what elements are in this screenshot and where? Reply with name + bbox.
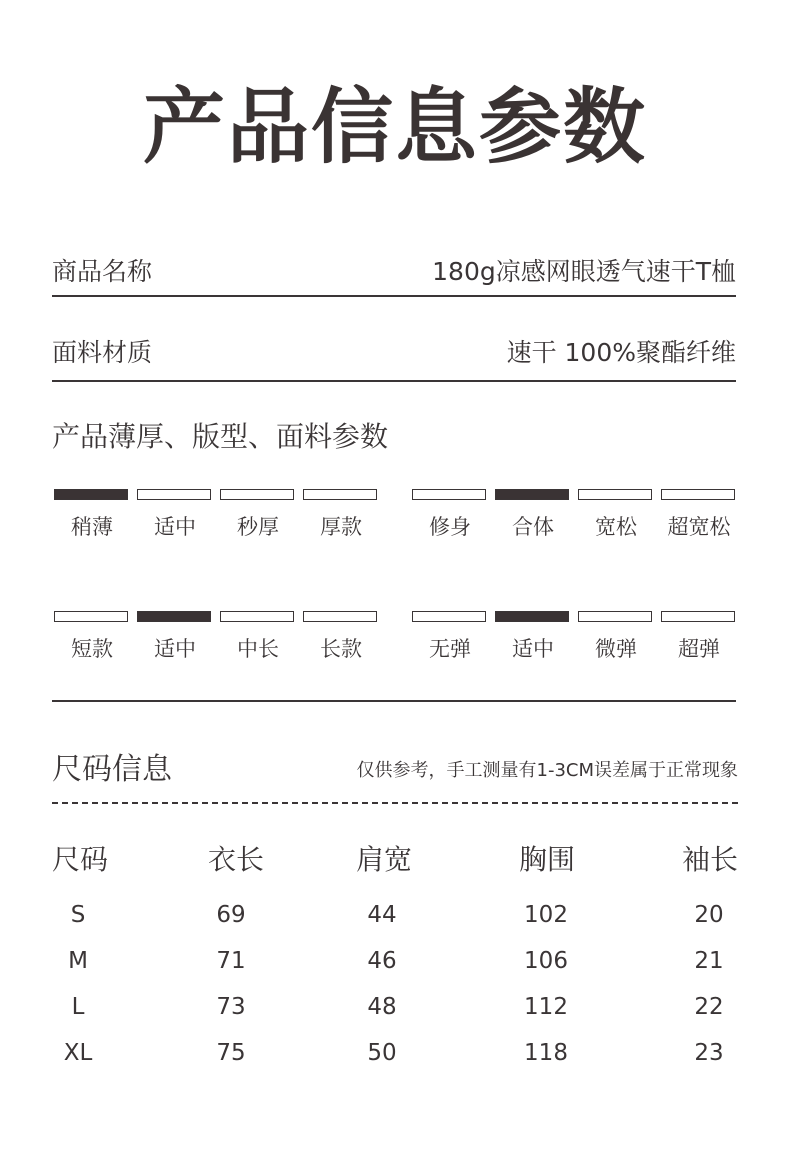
table-cell: 44 bbox=[367, 902, 397, 928]
param-bar bbox=[661, 489, 735, 500]
table-header-sleeve: 袖长 bbox=[681, 843, 738, 876]
param-option bbox=[137, 611, 211, 661]
param-option bbox=[54, 489, 128, 539]
table-header-size: 尺码 bbox=[51, 843, 108, 876]
param-label: 适中 bbox=[154, 515, 196, 539]
param-option bbox=[578, 611, 652, 661]
param-label: 合体 bbox=[512, 515, 554, 539]
param-option bbox=[661, 489, 735, 539]
param-label: 厚款 bbox=[320, 515, 362, 539]
table-header-chest: 胸围 bbox=[518, 843, 575, 876]
table-cell: 106 bbox=[524, 948, 568, 974]
param-bar bbox=[578, 611, 652, 622]
size-section-note: 仅供参考，手工测量有1-3CM误差属于正常现象 bbox=[356, 760, 738, 781]
param-bar bbox=[220, 611, 294, 622]
table-cell: M bbox=[68, 948, 88, 974]
param-bar bbox=[54, 611, 128, 622]
param-option bbox=[578, 489, 652, 539]
param-option bbox=[412, 611, 486, 661]
param-label: 宽松 bbox=[595, 515, 637, 539]
param-bar bbox=[54, 489, 128, 500]
table-cell: 112 bbox=[524, 994, 568, 1020]
table-cell: 73 bbox=[216, 994, 246, 1020]
param-option bbox=[412, 489, 486, 539]
param-option bbox=[303, 611, 377, 661]
table-cell: 102 bbox=[524, 902, 568, 928]
param-option bbox=[137, 489, 211, 539]
param-bar bbox=[303, 611, 377, 622]
product-name-row bbox=[52, 255, 736, 297]
param-option bbox=[220, 611, 294, 661]
param-bar bbox=[495, 611, 569, 622]
param-label: 中长 bbox=[237, 637, 279, 661]
param-label: 短款 bbox=[71, 637, 113, 661]
param-label: 无弹 bbox=[429, 637, 471, 661]
table-cell: 46 bbox=[367, 948, 397, 974]
param-label: 秒厚 bbox=[237, 515, 279, 539]
param-label: 修身 bbox=[429, 515, 471, 539]
table-cell: 48 bbox=[367, 994, 397, 1020]
table-cell: S bbox=[70, 902, 86, 928]
product-name-value: 180g凉感网眼透气速干T桖 bbox=[432, 257, 736, 286]
table-cell: 69 bbox=[216, 902, 246, 928]
fabric-row bbox=[52, 336, 736, 382]
param-label: 超弹 bbox=[678, 637, 720, 661]
dashed-divider bbox=[52, 802, 738, 804]
param-option bbox=[303, 489, 377, 539]
table-header-shoulder: 肩宽 bbox=[355, 843, 412, 876]
params-title: 产品薄厚、版型、面料参数 bbox=[52, 420, 389, 453]
table-cell: 20 bbox=[694, 902, 724, 928]
param-option bbox=[54, 611, 128, 661]
table-header-length: 衣长 bbox=[207, 843, 264, 876]
table-cell: XL bbox=[63, 1040, 93, 1066]
table-cell: 22 bbox=[694, 994, 724, 1020]
size-section-title: 尺码信息 bbox=[52, 752, 172, 787]
param-label: 超宽松 bbox=[667, 515, 731, 539]
param-option bbox=[495, 489, 569, 539]
table-cell: L bbox=[71, 994, 85, 1020]
param-label: 长款 bbox=[320, 637, 362, 661]
table-cell: 71 bbox=[216, 948, 246, 974]
table-cell: 75 bbox=[216, 1040, 246, 1066]
param-option bbox=[220, 489, 294, 539]
fabric-value: 速干 100%聚酯纤维 bbox=[506, 338, 736, 367]
table-cell: 23 bbox=[694, 1040, 724, 1066]
table-cell: 21 bbox=[694, 948, 724, 974]
table-cell: 50 bbox=[367, 1040, 397, 1066]
param-label: 适中 bbox=[154, 637, 196, 661]
param-bar bbox=[412, 489, 486, 500]
param-bar bbox=[303, 489, 377, 500]
param-bar bbox=[137, 611, 211, 622]
param-bar bbox=[137, 489, 211, 500]
param-bar bbox=[412, 611, 486, 622]
page-title: 产品信息参数 bbox=[142, 80, 647, 175]
param-label: 适中 bbox=[512, 637, 554, 661]
fabric-label: 面料材质 bbox=[52, 338, 153, 367]
param-bar bbox=[661, 611, 735, 622]
param-bar bbox=[578, 489, 652, 500]
param-label: 微弹 bbox=[595, 637, 637, 661]
param-bar bbox=[220, 489, 294, 500]
section-divider bbox=[52, 700, 736, 702]
product-name-label: 商品名称 bbox=[52, 257, 153, 286]
param-option bbox=[661, 611, 735, 661]
param-bar bbox=[495, 489, 569, 500]
param-option bbox=[495, 611, 569, 661]
param-label: 稍薄 bbox=[71, 515, 113, 539]
table-cell: 118 bbox=[524, 1040, 568, 1066]
